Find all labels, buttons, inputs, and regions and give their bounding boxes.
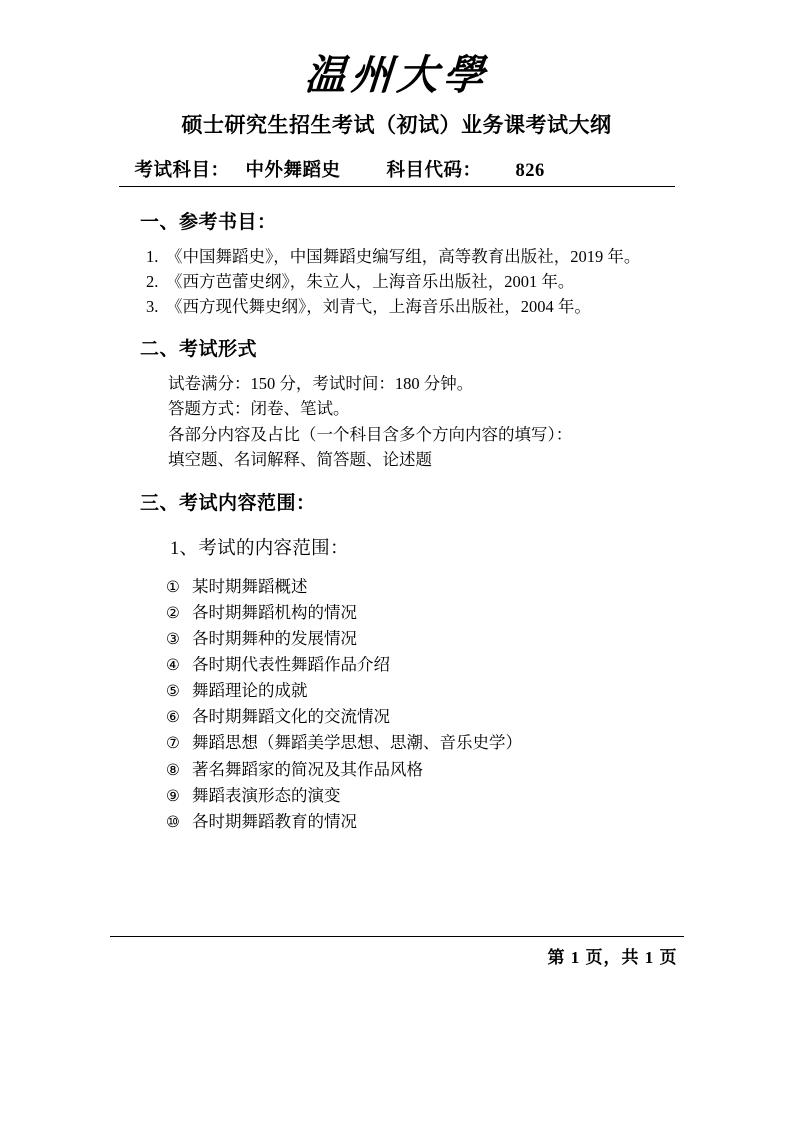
reference-text: 《西方现代舞史纲》，刘青弋，上海音乐出版社，2004 年。 (166, 296, 591, 316)
reference-number: 3. (146, 296, 159, 316)
item-number: ④ (166, 656, 180, 675)
item-text: 舞蹈理论的成就 (192, 681, 308, 701)
item-number: ⑥ (166, 708, 180, 727)
list-item (166, 757, 793, 783)
item-number: ⑦ (166, 734, 180, 753)
subject-code-value: 826 (515, 161, 545, 182)
item-text: 某时期舞蹈概述 (192, 577, 308, 597)
university-title: 温州大學 (302, 51, 491, 99)
list-item (166, 678, 793, 704)
list-item (166, 626, 793, 652)
item-text: 著名舞蹈家的简况及其作品风格 (192, 759, 423, 779)
subject-code-label: 科目代码： (386, 161, 482, 182)
item-text: 舞蹈思想（舞蹈美学思想、思潮、音乐史学） (192, 733, 522, 753)
list-item (166, 730, 793, 756)
reference-list (0, 244, 793, 319)
reference-number: 2. (146, 271, 159, 291)
section-exam-format (0, 336, 793, 473)
exam-scope-list (0, 574, 793, 835)
exam-format-line: 填空题、名词解释、简答题、论述题 (168, 450, 432, 470)
masthead (0, 0, 793, 138)
exam-format-lines (0, 371, 793, 473)
list-item (166, 783, 793, 809)
list-item (166, 704, 793, 730)
item-number: ⑧ (166, 760, 180, 779)
page-footer (0, 936, 793, 968)
document-subtitle: 硕士研究生招生考试（初试）业务课考试大纲 (181, 113, 612, 138)
reference-number: 1. (146, 246, 159, 266)
list-item (166, 600, 793, 626)
item-text: 舞蹈表演形态的演变 (192, 785, 341, 805)
item-number: ⑨ (166, 786, 180, 805)
item-text: 各时期舞蹈文化的交流情况 (192, 707, 390, 727)
page-number: 第 1 页，共 1 页 (547, 948, 678, 967)
item-text: 各时期舞蹈教育的情况 (192, 811, 357, 831)
item-number: ⑩ (166, 812, 180, 831)
subject-value: 中外舞蹈史 (245, 161, 341, 182)
subject-line (119, 156, 675, 187)
exam-format-line: 试卷满分：150 分，考试时间：180 分钟。 (168, 373, 474, 393)
item-text: 各时期舞种的发展情况 (192, 629, 357, 649)
section-references-heading: 一、参考书目： (140, 212, 277, 234)
item-text: 各时期代表性舞蹈作品介绍 (192, 655, 390, 675)
section-exam-scope (0, 490, 793, 835)
list-item (166, 652, 793, 678)
item-number: ③ (166, 630, 180, 649)
item-number: ② (166, 604, 180, 623)
list-item (166, 809, 793, 835)
reference-text: 《中国舞蹈史》，中国舞蹈史编写组，高等教育出版社，2019 年。 (166, 246, 641, 266)
exam-format-line: 各部分内容及占比（一个科目含多个方向内容的填写）： (168, 424, 573, 444)
section-references (0, 209, 793, 319)
item-number: ① (166, 578, 180, 597)
list-item (146, 269, 793, 294)
item-number: ⑤ (166, 682, 180, 701)
exam-format-line: 答题方式：闭卷、笔试。 (168, 399, 350, 419)
subject-label: 考试科目： (134, 161, 230, 182)
list-item (146, 294, 793, 319)
reference-text: 《西方芭蕾史纲》，朱立人，上海音乐出版社，2001 年。 (166, 271, 575, 291)
list-item (166, 574, 793, 600)
item-text: 各时期舞蹈机构的情况 (192, 603, 357, 623)
exam-scope-subsection-title: 1、考试的内容范围： (170, 539, 349, 560)
section-exam-scope-heading: 三、考试内容范围： (140, 492, 316, 514)
footer-divider (110, 936, 684, 937)
section-exam-format-heading: 二、考试形式 (140, 339, 258, 361)
list-item (146, 244, 793, 269)
